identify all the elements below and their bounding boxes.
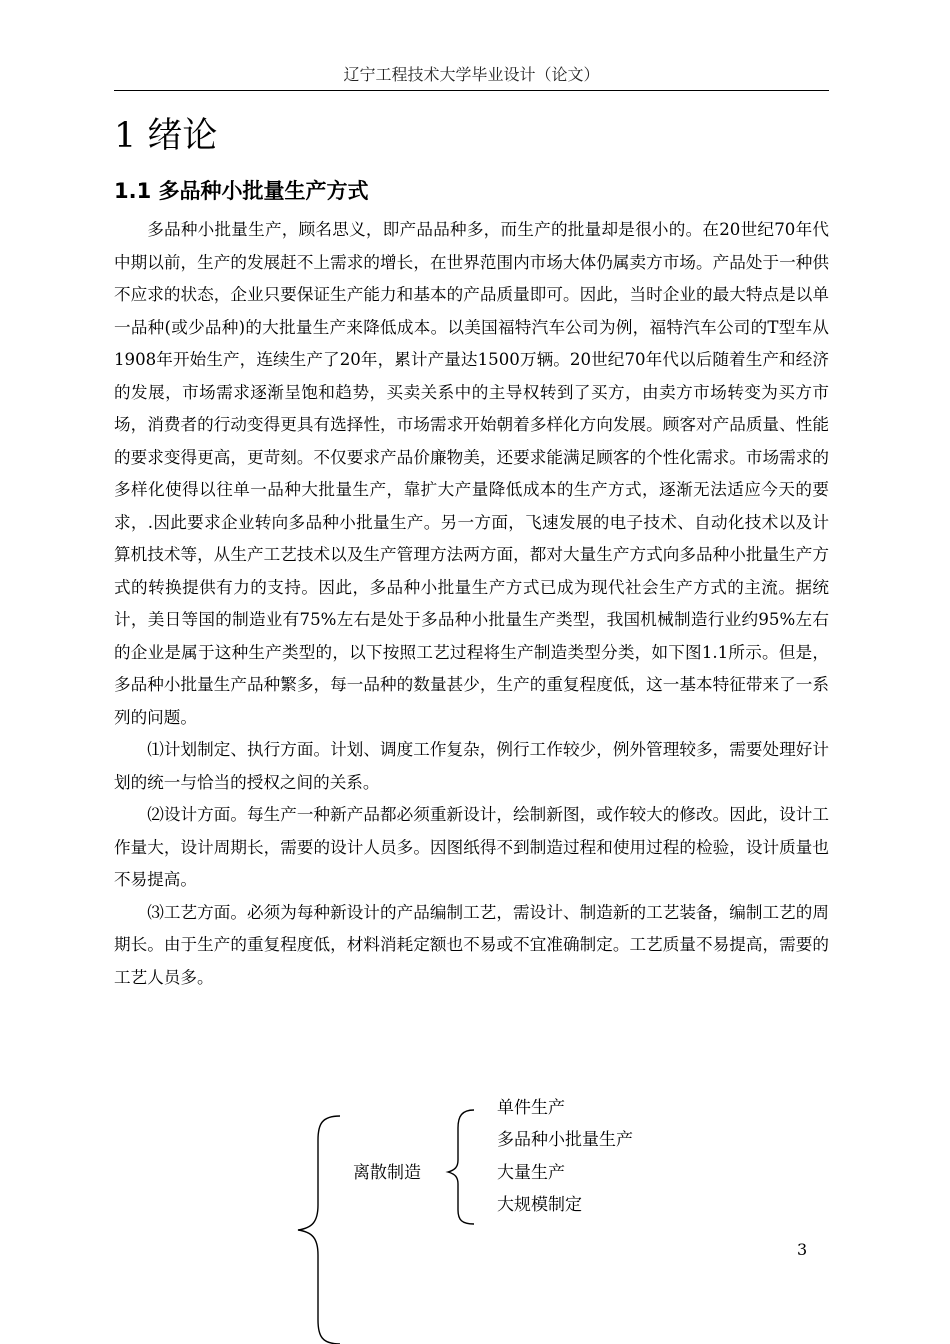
paragraph-process: ⑶工艺方面。必须为每种新设计的产品编制工艺，需设计、制造新的工艺装备，编制工艺的周期长。由于生产的重复程度低，材料消耗定额也不易或不宜准确制定。工艺质量不易提高，需要的工艺人员多。 (114, 902, 829, 987)
outer-brace (298, 1116, 340, 1344)
diagram-child-label: 多品种小批量生产 (497, 1130, 633, 1150)
diagram-child-label: 单件生产 (497, 1098, 565, 1118)
chapter-title: 1 绪论 (114, 116, 218, 156)
diagram-child-label: 大规模制定 (497, 1195, 582, 1215)
diagram-parent-label: 离散制造 (353, 1163, 421, 1183)
body-text (114, 214, 829, 994)
header-divider (114, 90, 829, 91)
running-header: 辽宁工程技术大学毕业设计（论文） (343, 65, 600, 84)
diagram-child-label: 大量生产 (497, 1163, 565, 1183)
inner-brace (448, 1110, 474, 1224)
paragraph-intro: 多品种小批量生产，顾名思义，即产品品种多，而生产的批量却是很小的。在20世纪70年代中期以前，生产的发展赶不上需求的增长，在世界范围内市场大体仍属卖方市场。产品处于一种供不应求的状态，企业只要保证生产能力和基本的产品质量即可。因此，当时企业的最大特点是以单一品种(或少品种)的大批量生产来降低成本。以美国福特汽车公司为例，福特汽车公司的T型车从1908年开始生产，连续生产了20年，累计产量达1500万辆。20世纪70年代以后随着生产和经济的发展，市场需求逐渐呈饱和趋势，买卖关系中的主导权转到了买方，由卖方市场转变为买方市场，消费者的行动变得更具有选择性，市场需求开始朝着多样化方向发展。顾客对产品质量、性能的要求变得更高，更苛刻。不仅要求产品价廉物美，还要求能满足顾客的个性化需求。市场需求的多样化使得以往单一品种大批量生产，靠扩大产量降低成本的生产方式，逐渐无法适应今天的要求，.因此要求企业转向多品种小批量生产。另一方面，飞速发展的电子技术、自动化技术以及计算机技术等，从生产工艺技术以及生产管理方法两方面，都对大量生产方式向多品种小批量生产方式的转换提供有力的支持。因此，多品种小批量生产方式已成为现代社会生产方式的主流。据统计，美日等国的制造业有75%左右是处于多品种小批量生产类型，我国机械制造行业约95%左右的企业是属于这种生产类型的，以下按照工艺过程将生产制造类型分类，如下图1.1所示。但是，多品种小批量生产品种繁多，每一品种的数量甚少，生产的重复程度低，这一基本特征带来了一系列的问题。 (114, 220, 829, 727)
section-title: 1.1 多品种小批量生产方式 (114, 179, 369, 203)
page-number: 3 (797, 1240, 808, 1259)
paragraph-design: ⑵设计方面。每生产一种新产品都必须重新设计，绘制新图，或作较大的修改。因此，设计工作量大，设计周期长，需要的设计人员多。因图纸得不到制造过程和使用过程的检验，设计质量也不易提高。 (114, 805, 829, 889)
paragraph-planning: ⑴计划制定、执行方面。计划、调度工作复杂，例行工作较少，例外管理较多，需要处理好计划的统一与恰当的授权之间的关系。 (114, 740, 829, 792)
